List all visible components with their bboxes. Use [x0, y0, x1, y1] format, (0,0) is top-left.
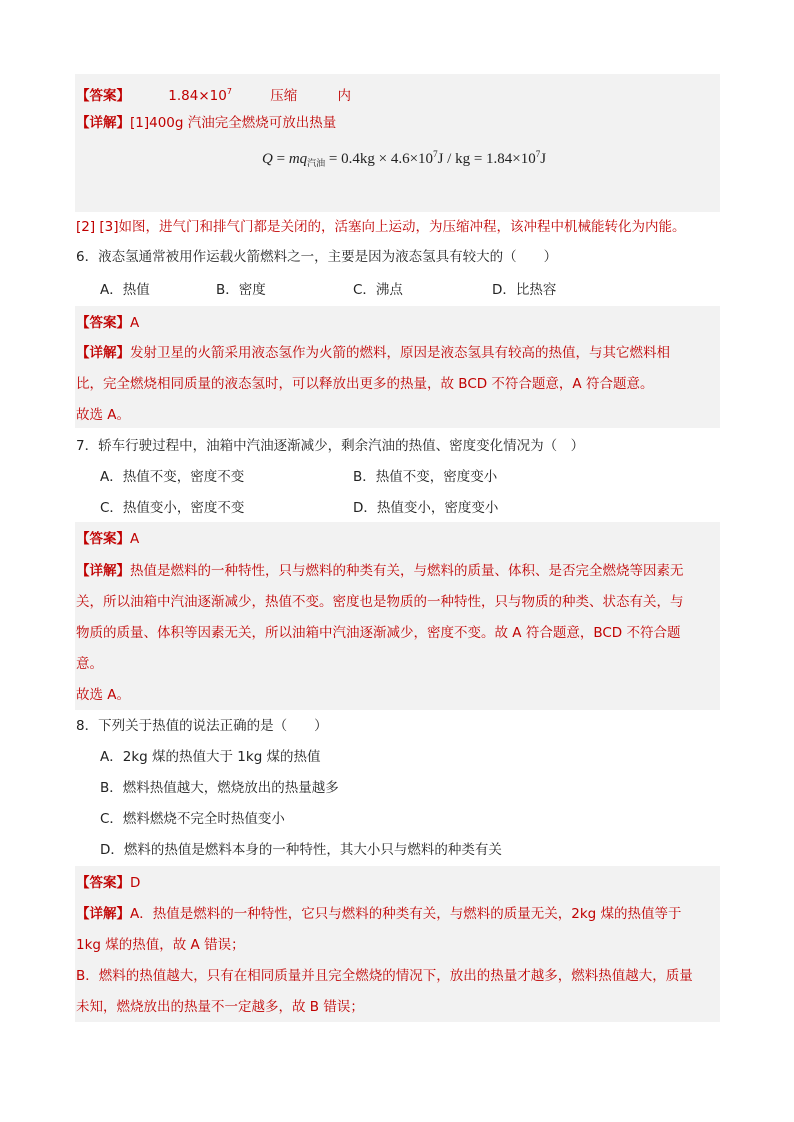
answer-value: D [130, 875, 141, 891]
detail-line-q5-1: 【详解】[1]400g 汽油完全燃烧可放出热量 [76, 115, 337, 131]
detail-line-q6-3: 故选 A。 [76, 407, 131, 423]
question-stem-7: 7．轿车行驶过程中，油箱中汽油逐渐减少，剩余汽油的热值、密度变化情况为（ ） [76, 438, 585, 454]
option-8c: C．燃料燃烧不完全时热值变小 [100, 811, 285, 827]
detail-line-q6-2: 比，完全燃烧相同质量的液态氢时，可以释放出更多的热量，故 BCD 不符合题意，A 符合题意。 [76, 376, 654, 392]
option-6c: C．沸点 [353, 282, 403, 298]
option-8b: B．燃料热值越大，燃烧放出的热量越多 [100, 780, 339, 796]
detail-line-q8-2: 1kg 煤的热值，故 A 错误； [76, 937, 245, 953]
answer-line-q7: 【答案】A [76, 531, 140, 547]
option-6b: B．密度 [216, 282, 266, 298]
question-stem-6: 6．液态氢通常被用作运载火箭燃料之一，主要是因为液态氢具有较大的（ ） [76, 249, 558, 265]
option-8d: D．燃料的热值是燃料本身的一种特性，其大小只与燃料的种类有关 [100, 842, 502, 858]
option-7d: D．热值变小，密度变小 [353, 500, 499, 516]
option-6a: A．热值 [100, 282, 150, 298]
question-stem-8: 8．下列关于热值的说法正确的是（ ） [76, 718, 328, 734]
answer-block-q7 [75, 522, 720, 710]
answer-label: 【答案】 [76, 88, 130, 104]
answer-value-2: 压缩 [270, 88, 298, 104]
option-8a: A．2kg 煤的热值大于 1kg 煤的热值 [100, 749, 321, 765]
answer-value-1: $1.84\times 10^7$ [168, 87, 232, 104]
answer-line-q6: 【答案】A [76, 315, 140, 331]
answer-value: A [130, 531, 140, 547]
detail-line-q7-1: 【详解】热值是燃料的一种特性，只与燃料的种类有关，与燃料的质量、体积、是否完全燃烧等因素无 [76, 563, 684, 579]
detail-line-q8-4: 未知，燃烧放出的热量不一定越多，故 B 错误； [76, 999, 364, 1015]
detail-line-q6-1: 【详解】发射卫星的火箭采用液态氢作为火箭的燃料，原因是液态氢具有较高的热值，与其它燃料相 [76, 345, 670, 361]
answer-value: A [130, 315, 140, 331]
detail-line-q7-4: 意。 [76, 656, 103, 672]
detail-line-q7-5: 故选 A。 [76, 687, 131, 703]
detail-label: 【详解】 [76, 115, 130, 131]
answer-block-q6 [75, 306, 720, 428]
option-7a: A．热值不变，密度不变 [100, 469, 245, 485]
answer-line-q5 [76, 82, 351, 106]
heat-formula: $Q = mq_{汽油} = 0.4kg \times 4.6\times 10^7J$ / kg = $1.84\times 10^7J$ [262, 149, 547, 168]
detail-line-q5-2: [2] [3]如图，进气门和排气门都是关闭的，活塞向上运动，为压缩冲程，该冲程中机械能转化为内能。 [76, 219, 686, 235]
answer-value-3: 内 [337, 88, 352, 104]
option-6d: D．比热容 [492, 282, 557, 298]
detail-line-q8-1: 【详解】A．热值是燃料的一种特性，它只与燃料的种类有关，与燃料的质量无关，2kg 煤的热值等于 [76, 906, 682, 922]
detail-line-q7-2: 关，所以油箱中汽油逐渐减少，热值不变。密度也是物质的一种特性，只与物质的种类、状态有关，与 [76, 594, 684, 610]
detail-line-q7-3: 物质的质量、体积等因素无关，所以油箱中汽油逐渐减少，密度不变。故 A 符合题意，BCD 不符合题 [76, 625, 681, 641]
option-7b: B．热值不变，密度变小 [353, 469, 498, 485]
detail-line-q8-3: B．燃料的热值越大，只有在相同质量并且完全燃烧的情况下，放出的热量才越多，燃料热值越大，质量 [76, 968, 693, 984]
option-7c: C．热值变小，密度不变 [100, 500, 245, 516]
answer-line-q8: 【答案】D [76, 875, 141, 891]
